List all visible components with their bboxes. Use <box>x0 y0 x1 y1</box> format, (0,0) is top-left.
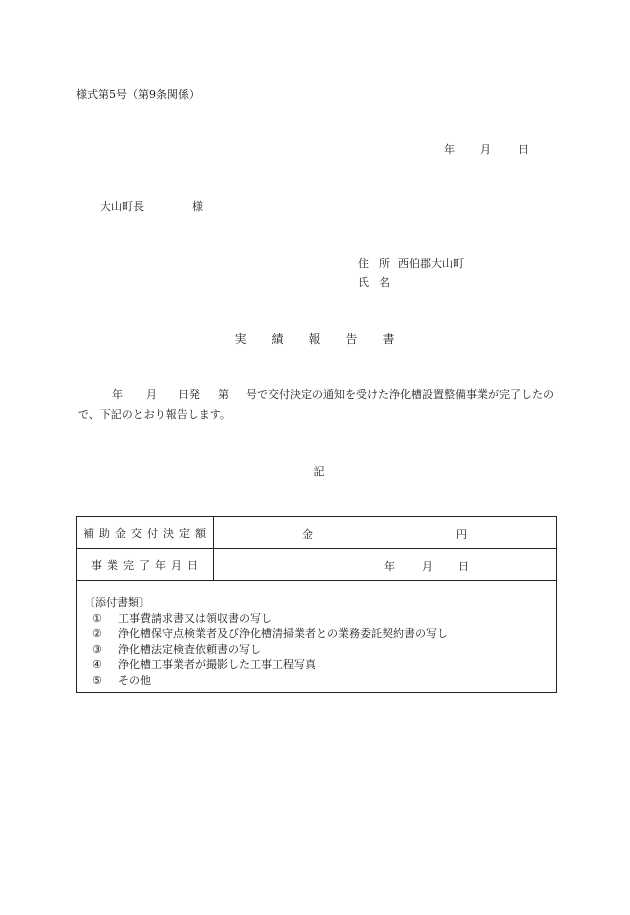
attachment-item: ③ 浄化槽法定検査依頼書の写し <box>92 642 261 656</box>
recipient-honorific: 様 <box>192 200 203 213</box>
attachment-item: ⑤ その他 <box>92 673 151 687</box>
attachment-item: ④ 浄化槽工事業者が撮影した工事工程写真 <box>92 658 316 671</box>
completion-month-label: 月 <box>422 560 433 573</box>
attachments-heading: 〔添付書類〕 <box>84 596 150 609</box>
body-year: 年 <box>112 388 123 401</box>
recipient <box>100 198 203 214</box>
attachment-item: ① 工事費請求書又は領収書の写し <box>92 611 272 625</box>
completion-date-row <box>77 549 556 581</box>
body-number-prefix: 第 <box>218 388 229 401</box>
completion-day-label: 日 <box>458 560 469 573</box>
date-year-label: 年 <box>444 143 455 156</box>
name-row <box>358 274 398 290</box>
recipient-name: 大山町長 <box>100 200 144 213</box>
date-month-label: 月 <box>480 143 491 156</box>
address-row <box>358 255 464 271</box>
report-table <box>76 516 557 693</box>
name-label: 氏名 <box>358 276 400 289</box>
body-paragraph <box>78 385 558 425</box>
completion-year-label: 年 <box>384 560 395 573</box>
document-title: 実績報告書 <box>234 332 420 346</box>
date-line <box>444 141 529 157</box>
attachments-section <box>84 595 448 688</box>
body-main-text: 号で交付決定の通知を受けた浄化槽設置整備事業が完了したので、下記のとおり報告します。 <box>78 388 554 421</box>
grant-amount-field[interactable] <box>214 517 556 548</box>
address-label: 住所 <box>358 257 400 270</box>
date-day-label: 日 <box>518 143 529 156</box>
completion-date-field[interactable] <box>214 549 556 580</box>
ki-marker: 記 <box>313 465 325 478</box>
attachment-item: ② 浄化槽保守点検業者及び浄化槽清掃業者との業務委託契約書の写し <box>92 627 448 640</box>
body-month: 月 <box>146 388 157 401</box>
grant-amount-prefix: 金 <box>302 528 313 541</box>
grant-amount-label: 補助金交付決定額 <box>77 517 214 548</box>
grant-amount-row <box>77 517 556 549</box>
address-value: 西伯郡大山町 <box>398 257 464 270</box>
form-number: 様式第5号（第9条関係） <box>76 88 200 101</box>
body-day-issued: 日発 <box>178 388 200 401</box>
completion-date-label: 事業完了年月日 <box>77 549 214 580</box>
grant-amount-suffix: 円 <box>456 528 467 541</box>
